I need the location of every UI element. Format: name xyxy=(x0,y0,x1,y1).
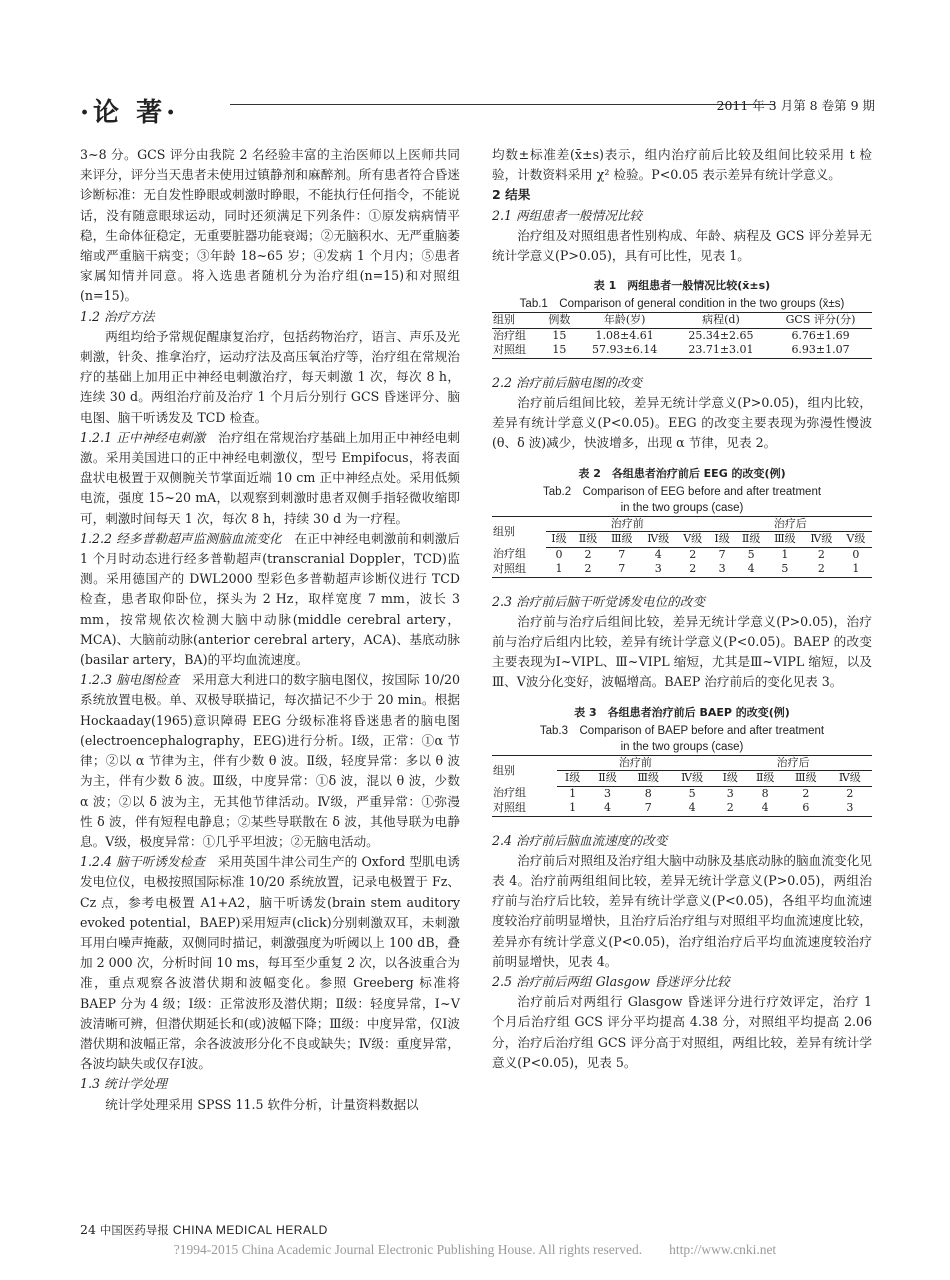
table2-cell: 5 xyxy=(767,562,803,577)
table2 xyxy=(492,516,872,578)
table2-grade: Ⅳ级 xyxy=(640,532,677,548)
table3-after-header: 治疗后 xyxy=(714,755,872,771)
table2-grade: Ⅴ级 xyxy=(840,532,872,548)
table1-cell: 25.34±2.65 xyxy=(688,328,754,342)
table3-group-header: 组别 xyxy=(492,755,557,786)
table3-cell: 3 xyxy=(604,786,611,800)
paragraph-baep: 采用英国牛津公司生产的 Oxford 型肌电诱发电位仪，电极按照国际标准 10/20 系统放置，记录电极置于 Fz、Cz 点，参考电极置 A1+A2，脑干听诱发(brain stem auditory evoked potential，BAEP)采用短声(click)分别刺激双耳，未刺激耳用白噪声掩蔽，双侧同时描记，刺激强度为听阈以上 100 dB，叠加 2 000 次，分析时间 10 ms，每耳至少重复 2 次，以各波重合为准，重点观察各波潜伏期和波幅变化。参照 Greeberg 标准将 BAEP 分为 4 级；Ⅰ级：正常波形及潜伏期；Ⅱ级：轻度异常，Ⅰ~Ⅴ波清晰可辨，但潜伏期延长和(或)波幅下降；Ⅲ级：中度异常，仅Ⅰ波潜伏期和波幅正常，余各波波形分化不良或缺失；Ⅳ级：重度异常，各波均缺失或仅存Ⅰ波。 xyxy=(80,854,460,1072)
table1-cell: 23.71±3.01 xyxy=(673,343,769,358)
paragraph-statistics-cont: 均数±标准差(x̄±s)表示，组内治疗前后比较及组间比较采用 t 检验，计数资料采用 χ² 检验。P<0.05 表示差异有统计学意义。 xyxy=(492,147,872,183)
table3-grade: Ⅱ级 xyxy=(746,771,784,787)
table3 xyxy=(492,755,872,817)
table3-cell: 2 xyxy=(802,786,810,800)
paragraph-blood-flow: 治疗前后对照组及治疗组大脑中动脉及基底动脉的脑血流变化见表 4。治疗前两组组间比较，差异无统计学意义(P>0.05)，两组治疗前与治疗后比较，差异有统计学意义(P<0.05)，各组平均血流速度较治疗前明显增快，且治疗后治疗组与对照组平均血流速度比较，差异亦有统计学意义(P<0.05)，治疗组治疗后平均血流速度较治疗前明显增快，见表 4。 xyxy=(492,852,872,969)
right-column xyxy=(492,145,872,1073)
paragraph-general-condition: 治疗组及对照组患者性别构成、年龄、病程及 GCS 评分差异无统计学意义(P>0.05)，具有可比性，见表 1。 xyxy=(492,227,872,264)
table1-caption-cn: 表 1 两组患者一般情况比较(x̄±s) xyxy=(593,279,771,293)
table3-cell: 1 xyxy=(569,786,577,800)
table2-grade: Ⅴ级 xyxy=(677,532,709,548)
table3-cell: 3 xyxy=(828,801,872,816)
table-row xyxy=(492,343,872,358)
heading-2-4: 2.4 治疗前后脑血流速度的改变 xyxy=(492,832,668,848)
table1-caption-en: Tab.1 Comparison of general condition in the two groups (x̄±s) xyxy=(519,298,845,311)
table3-row-name: 对照组 xyxy=(492,801,557,816)
table2-caption-en: in the two groups (case) xyxy=(620,501,744,514)
table3-cell: 2 xyxy=(714,801,746,816)
table3-cell: 8 xyxy=(644,786,652,800)
paragraph-tcd: 在正中神经电刺激前和刺激后 1 个月时动态进行经多普勒超声(transcranial Doppler，TCD)监测。采用德国产的 DWL2000 型彩色多普勒超声诊断仪进行 TCD 检查，患者取仰卧位，探头为 2 Hz，取样宽度 7 mm，波长 3 mm，按常规依次检测大脑中动脉(middle cerebral artery，MCA)、大脑前动脉(anterior cerebral artery，ACA)、基底动脉(basilar artery，BA)的平均血流速度。 xyxy=(80,530,461,668)
table3-caption-cn: 表 3 各组患者治疗前后 BAEP 的改变(例) xyxy=(574,705,790,719)
table2-cell: 2 xyxy=(677,562,709,577)
table2-grade: Ⅱ级 xyxy=(735,532,766,548)
table3-caption-en: in the two groups (case) xyxy=(620,740,744,753)
table3-cell: 4 xyxy=(746,801,784,816)
table3-before-header: 治疗前 xyxy=(557,755,715,771)
table1-header: GCS 评分(分) xyxy=(769,313,872,329)
table1-cell: 1.08±4.61 xyxy=(595,328,654,342)
table2-grade: Ⅳ级 xyxy=(803,532,840,548)
table1-cell: 6.76±1.69 xyxy=(791,328,850,342)
journal-name-cn: 中国医药导报 xyxy=(99,1223,169,1237)
section-label: ·论 著· xyxy=(80,98,180,128)
table3-grade: Ⅲ级 xyxy=(784,771,828,787)
table-row xyxy=(492,547,872,562)
table3-cell: 6 xyxy=(784,801,828,816)
table3-cell: 2 xyxy=(846,786,854,800)
paragraph-gcs: 治疗前后对两组行 Glasgow 昏迷评分进行疗效评定，治疗 1 个月后治疗组 GCS 评分平均提高 4.38 分，对照组平均提高 2.06 分，治疗后治疗组 GCS 评分高于对照组，两组比较，差异有统计学意义(P<0.05)，见表 5。 xyxy=(492,994,872,1070)
heading-1-2: 1.2 治疗方法 xyxy=(80,308,155,324)
table2-cell: 0 xyxy=(555,547,563,561)
table1 xyxy=(492,312,872,359)
table3-grade: Ⅳ级 xyxy=(670,771,714,787)
table3-cell: 4 xyxy=(670,801,714,816)
page-footer xyxy=(80,1222,328,1238)
table2-cell: 7 xyxy=(604,562,640,577)
table2-cell: 7 xyxy=(718,547,726,561)
table3-cell: 4 xyxy=(589,801,627,816)
table3-grade: Ⅰ级 xyxy=(714,771,746,787)
heading-1-2-1: 1.2.1 正中神经电刺激 xyxy=(80,429,206,445)
heading-2-2: 2.2 治疗前后脑电图的改变 xyxy=(492,374,642,390)
paragraph-eeg-changes: 治疗前后组间比较，差异无统计学意义(P>0.05)，组内比较，差异有统计学意义(P<0.05)。EEG 的改变主要表现为弥漫性慢波(θ、δ 波)减少，快波增多，出现 α 节律，见表 2。 xyxy=(492,394,872,451)
table2-group-header: 组别 xyxy=(492,516,546,547)
table1-header: 例数 xyxy=(542,313,576,329)
table2-cell: 3 xyxy=(709,562,736,577)
table2-cell: 2 xyxy=(803,562,840,577)
table3-cell: 3 xyxy=(726,786,734,800)
table-row xyxy=(492,328,872,343)
table-row xyxy=(492,801,872,816)
table2-grade: Ⅱ级 xyxy=(572,532,603,548)
table1-cell: 15 xyxy=(552,328,567,342)
table2-caption-cn: 表 2 各组患者治疗前后 EEG 的改变(例) xyxy=(578,466,786,480)
heading-2-5: 2.5 治疗前后两组 Glasgow 昏迷评分比较 xyxy=(492,973,730,989)
table2-cell: 1 xyxy=(546,562,573,577)
heading-2-3: 2.3 治疗前后脑干听觉诱发电位的改变 xyxy=(492,593,705,609)
table2-cell: 2 xyxy=(689,547,697,561)
table3-cell: 8 xyxy=(761,786,769,800)
table2-cell: 4 xyxy=(735,562,766,577)
table2-row-name: 对照组 xyxy=(492,562,546,577)
heading-1-3: 1.3 统计学处理 xyxy=(80,1076,168,1092)
paragraph-median-nerve-stimulation: 治疗组在常规治疗基础上加用正中神经电刺激。采用美国进口的正中神经电刺激仪，型号 Empifocus，将表面盘状电极置于双侧腕关节掌面近端 10 cm 正中神经点处。采用低频电流，强度 15~20 mA，以观察到刺激时患者双侧手指轻微收缩即可，刺激时间每天 1 次，每次 8 h，持续 30 d 为一疗程。 xyxy=(80,429,461,526)
journal-name-en: CHINA MEDICAL HERALD xyxy=(172,1223,328,1237)
table-row xyxy=(492,562,872,577)
left-column xyxy=(80,145,460,1115)
table2-before-header: 治疗前 xyxy=(546,516,709,532)
table2-grade: Ⅰ级 xyxy=(709,532,736,548)
table1-cell: 治疗组 xyxy=(493,328,526,342)
paragraph-statistics: 统计学处理采用 SPSS 11.5 软件分析，计量资料数据以 xyxy=(105,1096,419,1112)
table3-grade: Ⅱ级 xyxy=(589,771,627,787)
table-row xyxy=(492,786,872,801)
table2-after-header: 治疗后 xyxy=(709,516,872,532)
table2-cell: 3 xyxy=(640,562,677,577)
table1-cell: 对照组 xyxy=(492,343,542,358)
table1-cell: 15 xyxy=(542,343,576,358)
table3-caption-en: Tab.3 Comparison of BAEP before and after treatment xyxy=(539,724,825,737)
heading-2-results: 2 结果 xyxy=(492,187,531,203)
paragraph-treatment-methods: 两组均给予常规促醒康复治疗，包括药物治疗，语言、声乐及光刺激，针灸、推拿治疗，运动疗法及高压氧治疗等，治疗组在常规治疗的基础上加用正中神经电刺激治疗，每天刺激 1 次，每次 8 h，连续 30 d。两组治疗前及治疗 1 个月后分别行 GCS 昏迷评分、脑电图、脑干听诱发及 TCD 检查。 xyxy=(80,328,460,425)
journal-issue: 2011 年 3 月第 8 卷第 9 期 xyxy=(716,98,875,113)
table2-cell: 0 xyxy=(852,547,860,561)
heading-1-2-4: 1.2.4 脑干听诱发检查 xyxy=(80,854,206,870)
paragraph-eeg: 采用意大利进口的数字脑电图仪，按国际 10/20 系统放置电极。单、双极导联描记，每次描记不少于 20 min。根据 Hockaaday(1965)意识障碍 EEG 分级标准将昏迷患者的脑电图(electroencephalography，EEG)进行分析。Ⅰ级，正常：①α 节律；②以 α 节律为主，伴有少数 θ 波。Ⅱ级，轻度异常：多以 θ 波为主，伴有少数 δ 波。Ⅲ级，中度异常：①δ 波，混以 θ 波，少数 α 波；②以 δ 波为主，无其他节律活动。Ⅳ级，严重异常：①弥漫性 δ 波，伴有短程电静息；②某些导联散在 δ 波，其他导联为电静息。Ⅴ级，极度异常：①几乎平坦波；②无脑电活动。 xyxy=(80,672,461,849)
table2-cell: 2 xyxy=(817,547,825,561)
table3-cell: 5 xyxy=(688,786,696,800)
table2-cell: 1 xyxy=(840,562,872,577)
table2-cell: 1 xyxy=(781,547,789,561)
table1-header: 组别 xyxy=(492,313,542,329)
table2-cell: 2 xyxy=(584,547,592,561)
table1-cell: 57.93±6.14 xyxy=(577,343,673,358)
table1-header: 病程(d) xyxy=(673,313,769,329)
table2-caption-en: Tab.2 Comparison of EEG before and after treatment xyxy=(542,485,822,498)
table2-row-name: 治疗组 xyxy=(493,547,526,561)
heading-2-1: 2.1 两组患者一般情况比较 xyxy=(492,207,642,223)
table1-header: 年龄(岁) xyxy=(577,313,673,329)
copyright-watermark: ?1994-2015 China Academic Journal Electronic Publishing House. All rights reserved. http://www.cnki.net xyxy=(173,1242,777,1257)
table2-cell: 2 xyxy=(572,562,603,577)
table3-grade: Ⅳ级 xyxy=(828,771,872,787)
table3-cell: 1 xyxy=(557,801,589,816)
table3-cell: 7 xyxy=(626,801,670,816)
heading-1-2-3: 1.2.3 脑电图检查 xyxy=(80,672,180,688)
table3-row-name: 治疗组 xyxy=(493,786,526,800)
heading-1-2-2: 1.2.2 经多普勒超声监测脑血流变化 xyxy=(80,530,282,546)
table2-grade: Ⅰ级 xyxy=(546,532,573,548)
table3-grade: Ⅲ级 xyxy=(626,771,670,787)
paragraph-inclusion-criteria: 3~8 分。GCS 评分由我院 2 名经验丰富的主治医师以上医师共同来评分，评分当天患者未使用过镇静剂和麻醉剂。所有患者符合昏迷诊断标准：无自发性睁眼或刺激时睁眼，不能执行任何指令，不能说话，没有随意眼球运动，同时还须满足下列条件：①原发病病情平稳，生命体征稳定，无重要脏器功能衰竭；②无脑积水、无严重脑萎缩或严重脑干病变；③年龄 18~65 岁；④发病 1 个月内；⑤患者家属知情并同意。将入选患者随机分为治疗组(n=15)和对照组(n=15)。 xyxy=(80,147,460,304)
table2-grade: Ⅲ级 xyxy=(604,532,640,548)
table2-cell: 5 xyxy=(747,547,755,561)
table1-cell: 6.93±1.07 xyxy=(769,343,872,358)
header-rule xyxy=(230,104,775,105)
table3-grade: Ⅰ级 xyxy=(557,771,589,787)
page-header xyxy=(80,92,875,128)
paragraph-baep-changes: 治疗前与治疗后组间比较，差异无统计学意义(P>0.05)，治疗前与治疗后组内比较，差异有统计学意义(P<0.05)。BAEP 的改变主要表现为Ⅰ~ⅤIPL、Ⅲ~ⅤIPL 缩短，尤其是Ⅲ~ⅤIPL 缩短，以及Ⅲ、Ⅴ波分化变好，波幅增高。BAEP 治疗前后的变化见表 3。 xyxy=(492,613,872,690)
table2-cell: 7 xyxy=(618,547,626,561)
table2-grade: Ⅲ级 xyxy=(767,532,803,548)
page-number: 24 xyxy=(80,1222,96,1237)
table2-cell: 4 xyxy=(654,547,662,561)
